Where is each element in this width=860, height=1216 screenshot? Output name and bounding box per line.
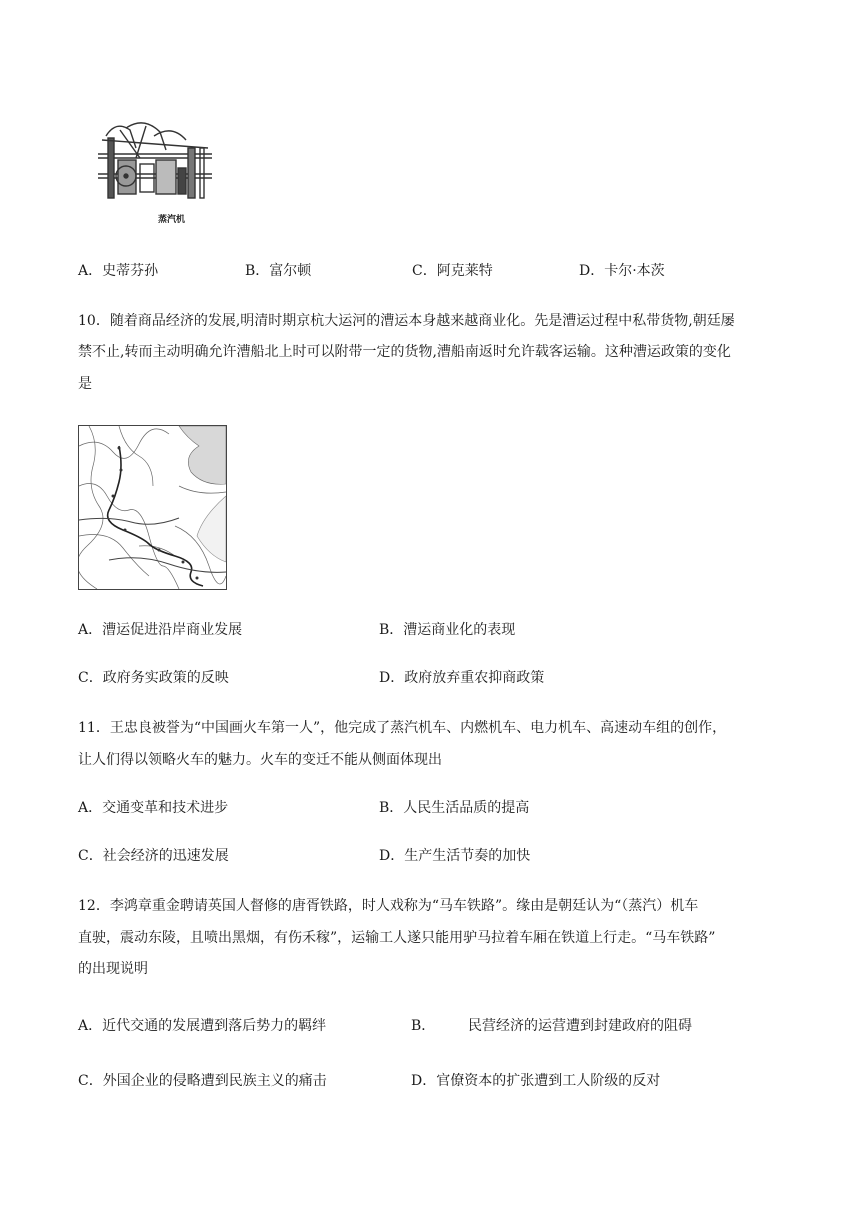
figure-caption: 蒸汽机 — [158, 215, 186, 225]
q11-option-a: A．交通变革和技术进步 — [78, 800, 229, 816]
q9-option-c: C．阿克莱特 — [412, 263, 493, 279]
q11-option-b: B．人民生活品质的提高 — [379, 800, 530, 816]
q10-option-d: D．政府放弃重农抑商政策 — [379, 670, 545, 686]
q12-stem-line-3: 的出现说明 — [78, 961, 148, 977]
q12-option-a: A．近代交通的发展遭到落后势力的羁绊 — [78, 1018, 327, 1034]
q12-option-b-label: B． — [411, 1018, 436, 1034]
q11-option-d: D．生产生活节奏的加快 — [379, 848, 531, 864]
q11-stem-line-1: 11．王忠良被誉为“中国画火车第一人”，他完成了蒸汽机车、内燃机车、电力机车、高速动车组的创作， — [78, 720, 727, 736]
q9-option-a: A．史蒂芬孙 — [78, 263, 159, 279]
q9-option-b: B．富尔顿 — [245, 263, 312, 279]
grand-canal-map — [78, 425, 227, 590]
q11-stem-line-2: 让人们得以领略火车的魅力。火车的变迁不能从侧面体现出 — [78, 752, 442, 768]
q10-option-b: B．漕运商业化的表现 — [379, 622, 516, 638]
q11-option-c: C．社会经济的迅速发展 — [78, 848, 229, 864]
steam-engine-illustration — [96, 118, 214, 200]
q12-option-b-text: 民营经济的运营遭到封建政府的阻碍 — [468, 1018, 692, 1034]
q10-stem-line-2: 禁不止,转而主动明确允许漕船北上时可以附带一定的货物,漕船南返时允许载客运输。这种漕运政策的变化 — [78, 344, 731, 360]
q12-stem-line-2: 直驶，震动东陵，且喷出黑烟，有伤禾稼”，运输工人遂只能用驴马拉着车厢在铁道上行走。“马车铁路” — [78, 930, 716, 946]
steam-engine-figure — [96, 118, 214, 230]
q12-option-d: D．官僚资本的扩张遭到工人阶级的反对 — [411, 1073, 661, 1089]
map-illustration — [79, 426, 226, 589]
q12-stem-line-1: 12．李鸿章重金聘请英国人督修的唐胥铁路，时人戏称为“马车铁路”。缘由是朝廷认为“（蒸汽）机车 — [78, 898, 699, 914]
q10-stem-line-3: 是 — [78, 376, 92, 392]
q12-option-c: C．外国企业的侵略遭到民族主义的痛击 — [78, 1073, 327, 1089]
q10-stem-line-1: 10．随着商品经济的发展,明清时期京杭大运河的漕运本身越来越商业化。先是漕运过程中私带货物,朝廷屡 — [78, 313, 735, 329]
q10-option-a: A．漕运促进沿岸商业发展 — [78, 622, 243, 638]
q9-option-d: D．卡尔·本茨 — [579, 263, 665, 279]
q10-option-c: C．政府务实政策的反映 — [78, 670, 229, 686]
